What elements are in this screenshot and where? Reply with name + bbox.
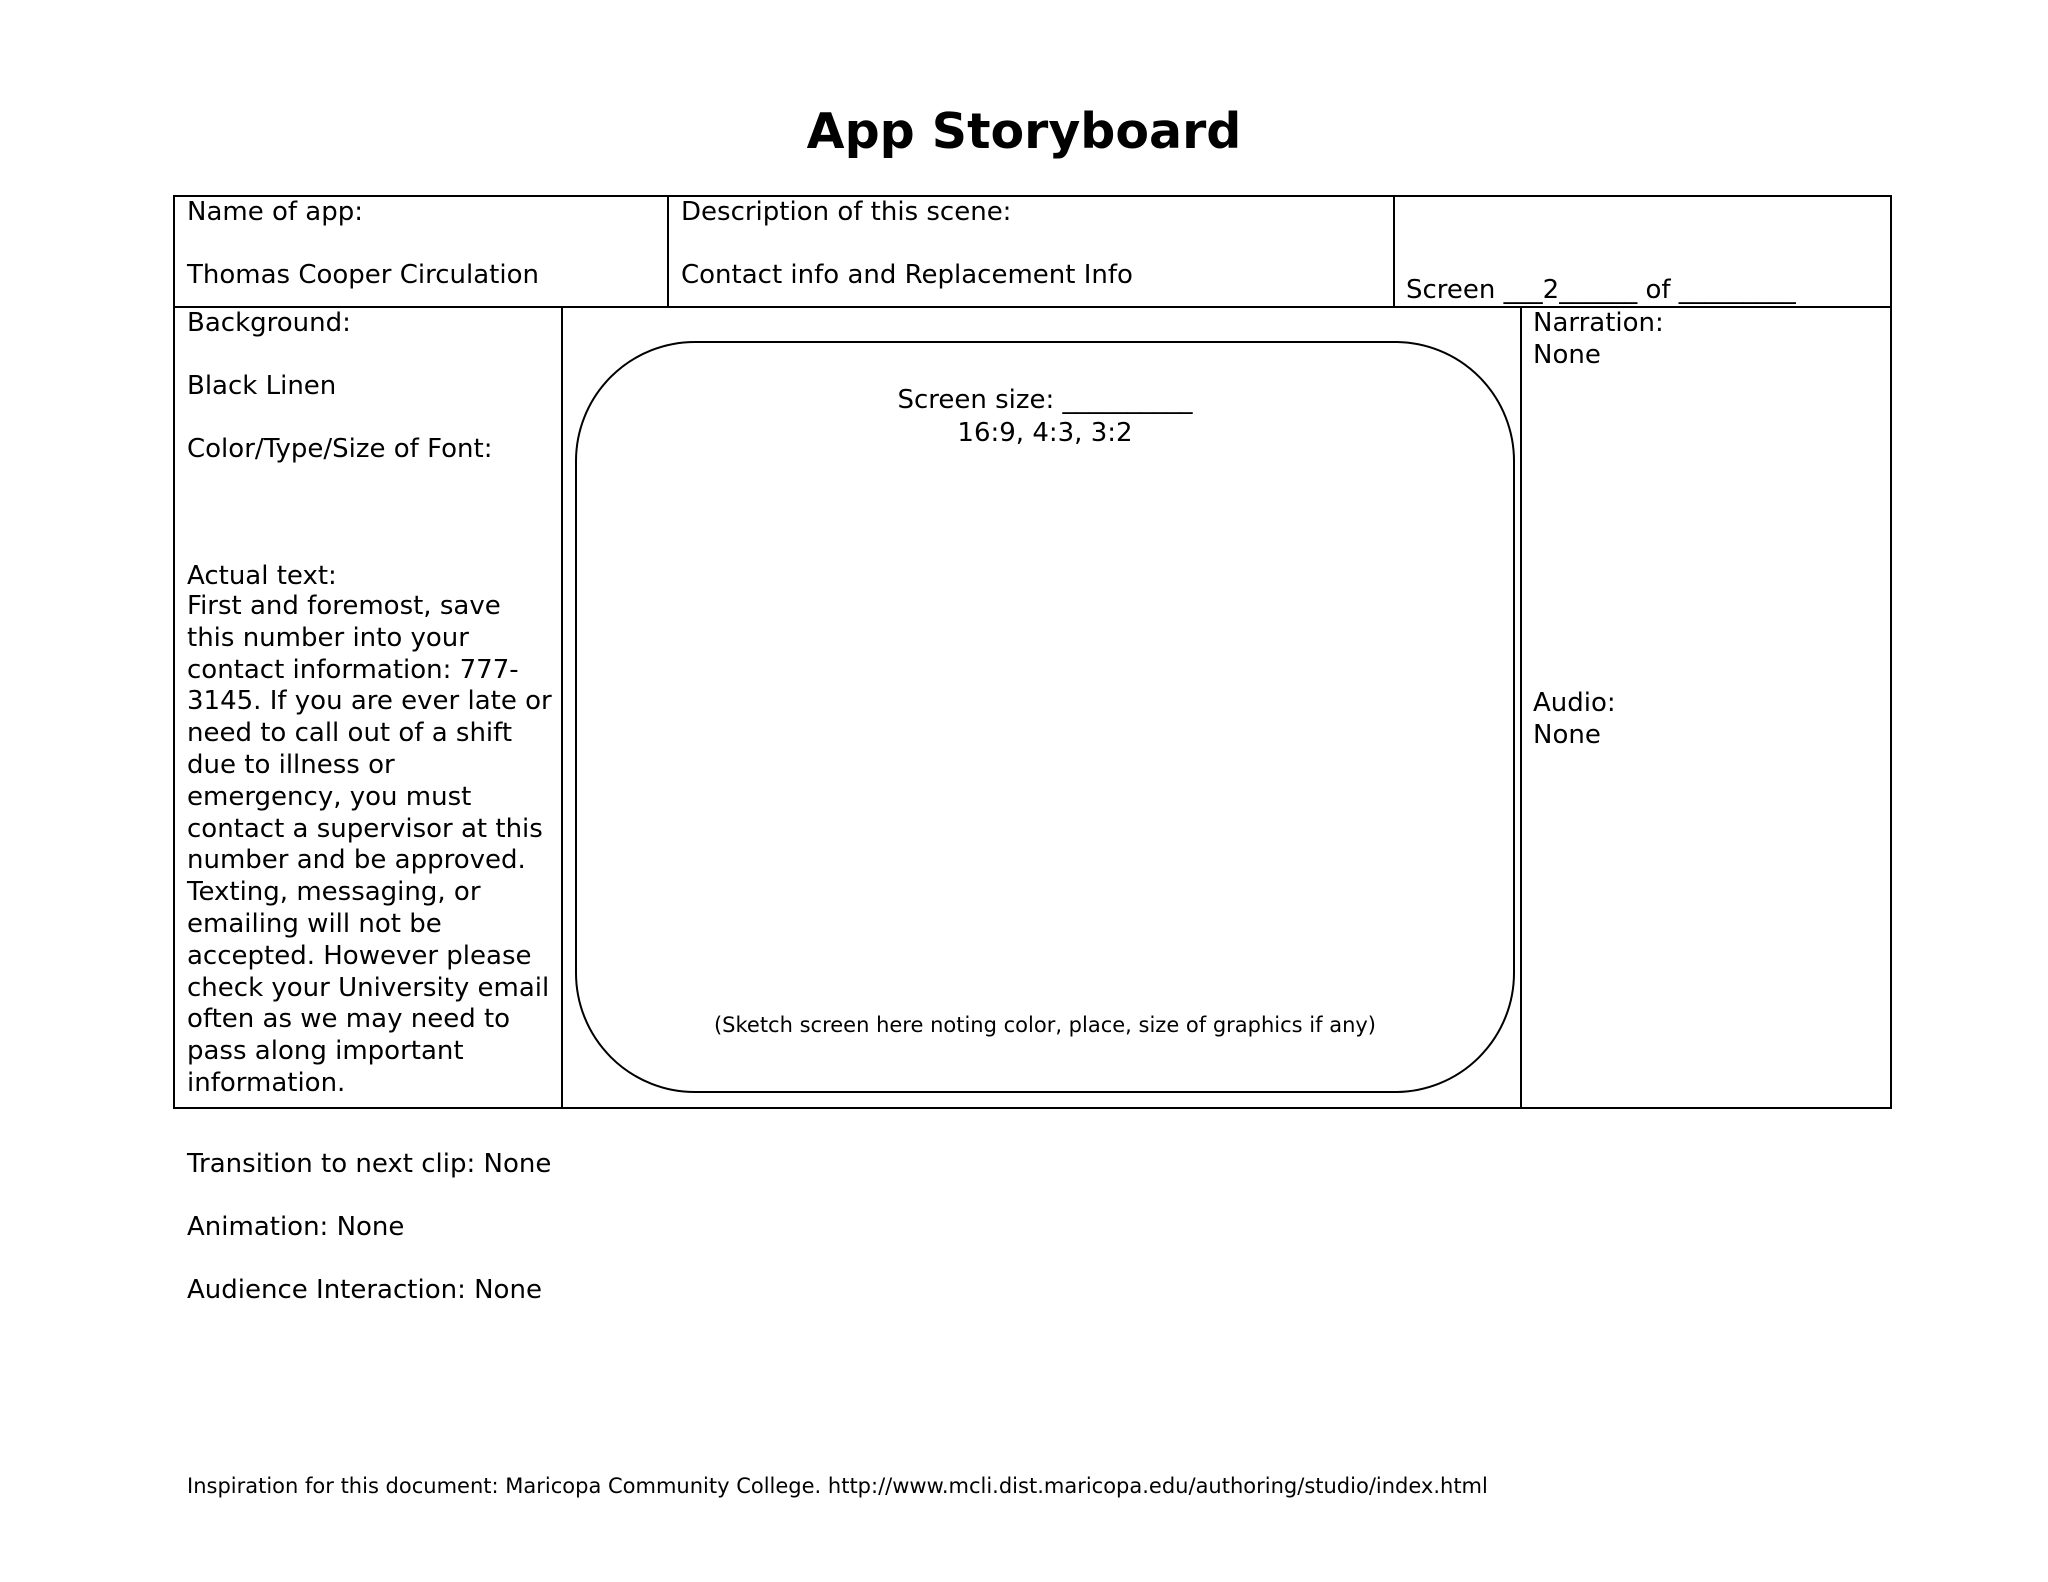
actual-text-label: Actual text:: [187, 561, 337, 591]
sketch-screen-box: [575, 341, 1515, 1093]
screen-counter: Screen ___2______ of _________: [1406, 275, 1796, 305]
actual-text-body: First and foremost, save this number into your contact information: 777-3145. If you are ever late or need to call out of a shift due to illness or emergency, you must contact a supervisor at this number and be approved. Texting, messaging, or emailing will not be accepted. However please check your University email often as we may need to pass along important information.: [187, 591, 552, 1098]
sketch-instruction: (Sketch screen here noting color, place, size of graphics if any): [713, 1013, 1377, 1037]
background-value: Black Linen: [187, 371, 337, 401]
audio-value: None: [1533, 720, 1601, 750]
scene-description-label: Description of this scene:: [681, 197, 1012, 227]
animation-text: Animation: None: [187, 1212, 405, 1242]
header-column-divider-2: [1393, 195, 1395, 307]
app-name-label: Name of app:: [187, 197, 363, 227]
narration-label: Narration:: [1533, 308, 1664, 338]
header-column-divider-1: [667, 195, 669, 307]
background-label: Background:: [187, 308, 351, 338]
transition-text: Transition to next clip: None: [187, 1149, 552, 1179]
body-column-divider-1: [561, 306, 563, 1109]
screen-ratios: 16:9, 4:3, 3:2: [957, 418, 1133, 448]
scene-description-value: Contact info and Replacement Info: [681, 260, 1133, 290]
narration-value: None: [1533, 340, 1601, 370]
body-column-divider-2: [1520, 306, 1522, 1109]
inspiration-credit: Inspiration for this document: Maricopa Community College. http://www.mcli.dist.maricopa.edu/authoring/studio/index.html: [187, 1474, 1488, 1498]
app-name-value: Thomas Cooper Circulation: [187, 260, 539, 290]
page-title: App Storyboard: [806, 103, 1242, 160]
screen-size-label: Screen size: __________: [897, 385, 1193, 415]
audio-label: Audio:: [1533, 688, 1616, 718]
audience-interaction-text: Audience Interaction: None: [187, 1275, 542, 1305]
font-label: Color/Type/Size of Font:: [187, 434, 493, 464]
